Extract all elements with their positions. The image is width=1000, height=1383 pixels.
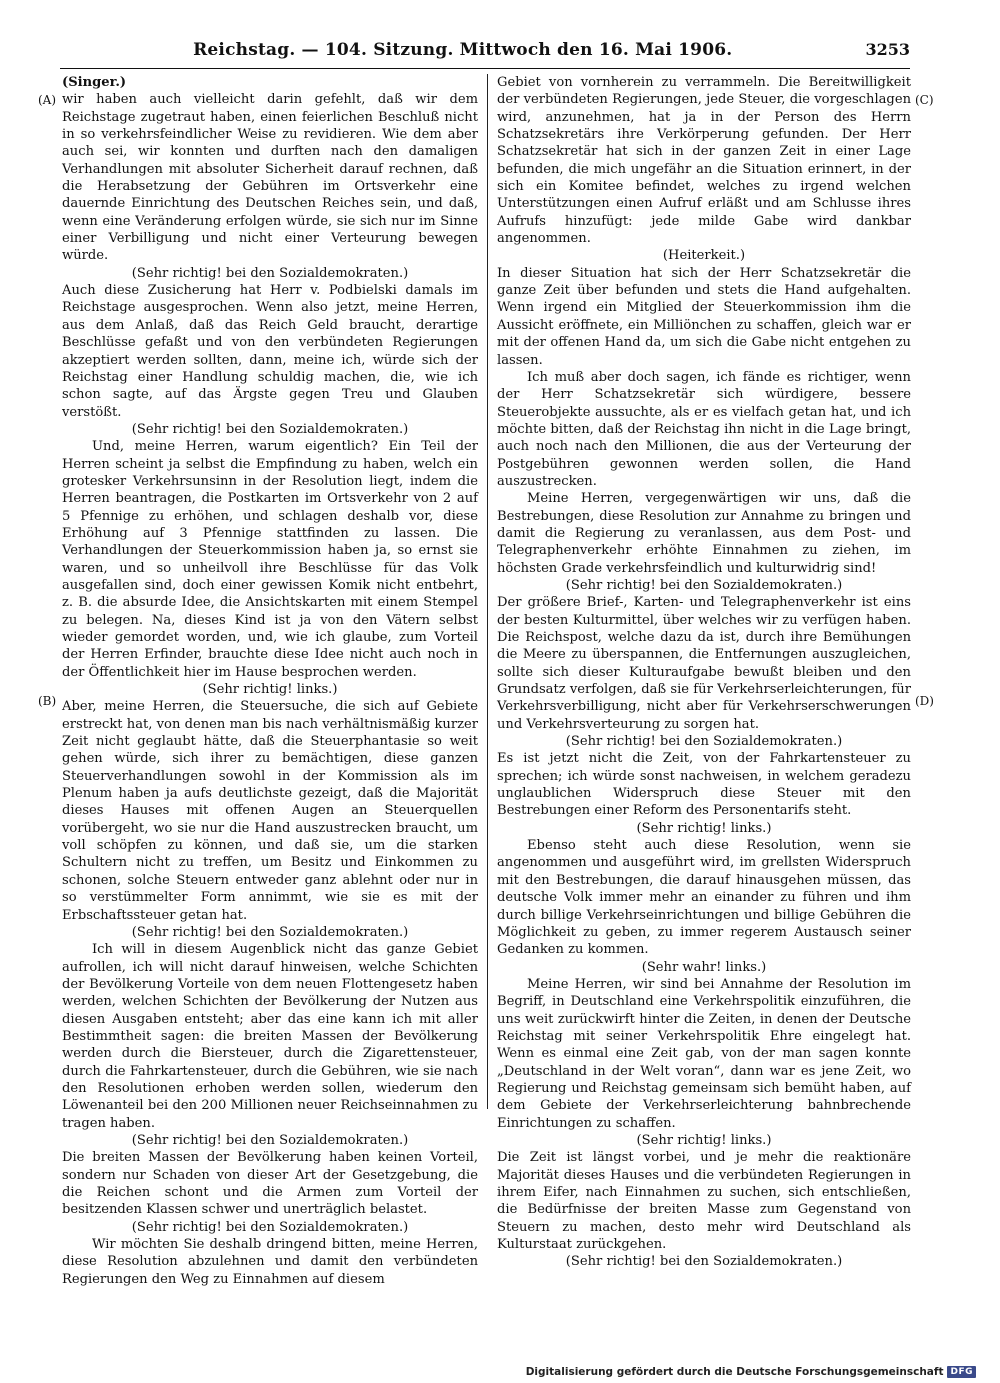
paragraph: Aber, meine Herren, die Steuersuche, die sich auf Gebiete erstreckt hat, von denen man bis nach verhältnismäßig kurzer Zeit nicht geglaubt hätte, daß die Steuerphantasie so weit gehen würde, sich ihrer zu bemächtigen, diese ganzen Steuerverhandlungen sowohl in der Kommission als im Plenum haben ja aufs deutlichste gezeigt, daß die Majorität dieses Hauses mit offenen Augen an Steuerquellen vorübergeht, wo sie nur die Hand auszustrecken braucht, um voll schöpfen zu können, und daß sie, um die starken Schultern nicht zu treffen, um Besitz und Einkommen zu schonen, solche Steuern entweder ganz ablehnt oder nur in so verstümmelter Form annimmt, wie sie es mit der Erbschaftssteuer getan hat. — [62, 699, 478, 923]
right-column — [497, 74, 911, 1271]
interjection: (Sehr richtig! bei den Sozialdemokraten.) — [131, 265, 409, 281]
paragraph: Und, meine Herren, warum eigentlich? Ein Teil der Herren scheint ja selbst die Empfindung zu haben, welch ein grotesker Verkehrsunsinn in der Resolution liegt, indem die Herren beantragen, die Postkarten im Ortsverkehr von 2 auf 5 Pfennige zu erhöhen, und schlagen deshalb vor, diese Erhöhung auf 3 Pfennige stattfinden zu lassen. Die Verhandlungen der Steuerkommission haben ja, so ernst sie waren, und so unheilvoll ihre Beschlüsse für das Volk ausgefallen sind, doch einer gewissen Komik nicht entbehrt, z. B. die absurde Idee, die Ansichtskarten mit einem Stempel zu belegen. Na, dieses Kind ist ja von den Vätern selbst wieder gemordet worden, und, wie ich glaube, zum Vorteil der Herren Erfinder, brauchte diese Idee nicht auch noch in der Öffentlichkeit hier im Hause besprochen werden. — [62, 439, 478, 680]
paragraph: Auch diese Zusicherung hat Herr v. Podbielski damals im Reichstage ausgesprochen. Wenn also jetzt, meine Herren, aus dem Anlaß, daß das Reich Geld braucht, derartige Beschlüsse gefaßt und von den verbündeten Regierungen akzeptiert werden sollten, dann, meine ich, würde sich der Reichstag einer Handlung schuldig machen, die, wie ich schon sagte, auf das Ärgste gegen Treu und Glauben verstößt. — [62, 283, 478, 420]
paragraph: wir haben auch vielleicht darin gefehlt, daß wir dem Reichstage zugetraut haben, einen feierlichen Beschluß nicht in so verkehrsfeindlicher Weise zu revidieren. Wie dem aber auch sei, wir konnten und durften nach den damaligen Verhandlungen mit absoluter Sicherheit darauf rechnen, daß die Herabsetzung der Gebühren im Ortsverkehr eine dauernde Einrichtung des Deutschen Reiches sein, und daß, wenn eine Veränderung erfolgen würde, sie sich nur im Sinne einer Verbilligung und nicht einer Verteurung bewegen würde. — [62, 92, 478, 264]
paragraph: Wir möchten Sie deshalb dringend bitten, meine Herren, diese Resolution abzulehnen und damit den verbündeten Regierungen den Weg zu Einnahmen auf diesem — [62, 1237, 478, 1287]
footer-credit-text: Digitalisierung gefördert durch die Deutsche Forschungsgemeinschaft — [525, 1366, 944, 1378]
footer-credit — [526, 1364, 976, 1380]
margin-mark-d: (D) — [915, 694, 934, 708]
paragraph: Der größere Brief-, Karten- und Telegraphenverkehr ist eins der besten Kulturmittel, über welches wir zu verfügen haben. Die Reichspost, welche dazu da ist, durch ihre Bemühungen die Meere zu überspannen, die Entfernungen auszugleichen, sollte sich dieser Kulturaufgabe bewußt bleiben und den Grundsatz verfolgen, daß sie für Verkehrserleichterungen, für Verkehrsverbilligung, nicht aber für Verkehrserschwerungen und Verkehrsverteurung zu sorgen hat. — [497, 595, 911, 732]
paragraph: Es ist jetzt nicht die Zeit, von der Fahrkartensteuer zu sprechen; ich würde sonst nachweisen, in welchem geradezu unglaublichen Widerspruch diese Steuer mit den Bestrebungen einer Reform des Personentarifs steht. — [497, 751, 911, 819]
paragraph: Ich will in diesem Augenblick nicht das ganze Gebiet aufrollen, ich will nicht darauf hinweisen, welche Schichten der Bevölkerung Vorteile von dem neuen Flottengesetz haben werden, welchen Schichten der Bevölkerung der Nutzen aus diesen Ausgaben entsteht; aber das eine kann ich mit aller Bestimmtheit sagen: die breiten Massen der Bevölkerung werden durch die Biersteuer, durch die Zigarettensteuer, durch die Fahrkartensteuer, durch die Gebühren, wie sie nach den Resolutionen erhoben werden sollen, wiederum den Löwenanteil bei den 200 Millionen neuer Reichseinnahmen zu tragen haben. — [62, 942, 478, 1131]
interjection: (Sehr richtig! bei den Sozialdemokraten.) — [131, 1132, 409, 1148]
interjection: (Sehr richtig! bei den Sozialdemokraten.) — [131, 924, 409, 940]
interjection: (Sehr richtig! links.) — [202, 682, 338, 698]
paragraph: Gebiet von vornherein zu verrammeln. Die Bereitwilligkeit der verbündeten Regierungen, jede Steuer, die vorgeschlagen wird, anzunehmen, hat ja in der Person des Herrn Schatzsekretärs ihre Verkörperung gefunden. Der Herr Schatzsekretär hat sich in der ganzen Zeit in einer Lage befunden, die mich ungefähr an die Situation erinnert, in der sich ein Komitee befindet, welches zu irgend welchen Unterstützungen einen Aufruf erläßt und am Schlusse ihres Aufrufs hinzufügt: jede milde Gabe wird dankbar angenommen. — [497, 75, 911, 247]
paragraph: Die Zeit ist längst vorbei, und je mehr die reaktionäre Majorität dieses Hauses und die verbündeten Regierungen in ihrem Eifer, nach Einnahmen zu suchen, sich entschließen, die Bedürfnisse der breiten Masse zum Gegenstand von Steuern zu machen, desto mehr wird Deutschland als Kulturstaat zurückgehen. — [497, 1150, 911, 1253]
interjection: (Heiterkeit.) — [662, 248, 746, 264]
margin-mark-b: (B) — [38, 694, 57, 708]
interjection: (Sehr richtig! bei den Sozialdemokraten.) — [565, 1254, 843, 1270]
left-paragraphs — [62, 91, 478, 1288]
interjection: (Sehr wahr! links.) — [641, 959, 767, 975]
speaker-name: (Singer.) — [62, 75, 127, 90]
paragraph: Meine Herren, wir sind bei Annahme der Resolution im Begriff, in Deutschland eine Verkehrspolitik einzuführen, die uns weit zurückwirft hinter die Zeiten, in denen der Deutsche Reichstag mit seiner Verkehrspolitik Ehre eingelegt hat. Wenn es einmal eine Zeit gab, von der man sagen konnte „Deutschland in der Welt voran“, dann war es jene Zeit, wo Regierung und Reichstag gemeinsam sich bemüht haben, auf dem Gebiete der Verkehrserleichterung bahnbrechende Einrichtungen zu schaffen. — [497, 976, 911, 1131]
paragraph: In dieser Situation hat sich der Herr Schatzsekretär die ganze Zeit über befunden und stets die Hand aufgehalten. Wenn irgend ein Mitglied der Steuerkommission ihm die Aussicht eröffnete, ein Milliönchen zu schaffen, gleich war er mit der offenen Hand da, um sich die Gabe nicht entgehen zu lassen. — [497, 265, 911, 368]
interjection: (Sehr richtig! links.) — [636, 820, 772, 836]
margin-mark-a: (A) — [38, 93, 57, 107]
margin-mark-c: (C) — [915, 93, 934, 107]
paragraph: Meine Herren, vergegenwärtigen wir uns, daß die Bestrebungen, diese Resolution zur Annahme zu bringen und damit die Regierung zu veranlassen, aus dem Post- und Telegraphenverkehr erhöhte Einnahmen zu ziehen, im höchsten Grade verkehrsfeindlich und kulturwidrig sind! — [497, 491, 911, 576]
left-column — [62, 74, 478, 1288]
paragraph: Ebenso steht auch diese Resolution, wenn sie angenommen und ausgeführt wird, im grellsten Widerspruch mit den Bestrebungen, die darauf hinausgehen müssen, das deutsche Volk immer mehr an einander zu führen und ihm durch billige Verkehrseinrichtungen und billige Gebühren die Möglichkeit zu geben, zu immer regerem Austausch seiner Gedanken zu kommen. — [497, 838, 911, 958]
paragraph: Ich muß aber doch sagen, ich fände es richtiger, wenn der Herr Schatzsekretär sich würdigere, bessere Steuerobjekte aussuchte, als er es vielfach getan hat, und ich möchte bitten, daß der Reichstag ihn nicht in die Lage bringt, auch noch nach den Millionen, die aus der Verteurung der Postgebühren gewonnen werden sollen, die Hand auszustrecken. — [497, 369, 911, 489]
column-divider — [487, 74, 488, 1109]
running-title: Reichstag. — 104. Sitzung. Mittwoch den 16. Mai 1906. — [193, 40, 733, 60]
paragraph: Die breiten Massen der Bevölkerung haben keinen Vorteil, sondern nur Schaden von dieser Art der Gesetzgebung, die die Reichen schont und die Armen zum Vorteil der besitzenden Klassen schwer und unerträglich belastet. — [62, 1150, 478, 1218]
interjection: (Sehr richtig! bei den Sozialdemokraten.) — [131, 421, 409, 437]
interjection: (Sehr richtig! bei den Sozialdemokraten.) — [565, 577, 843, 593]
interjection: (Sehr richtig! bei den Sozialdemokraten.) — [565, 734, 843, 750]
right-paragraphs — [497, 74, 911, 1271]
page-number: 3253 — [865, 40, 910, 59]
page-header — [60, 40, 910, 69]
interjection: (Sehr richtig! links.) — [636, 1132, 772, 1148]
dfg-logo-icon: DFG — [947, 1366, 976, 1378]
interjection: (Sehr richtig! bei den Sozialdemokraten.) — [131, 1219, 409, 1235]
